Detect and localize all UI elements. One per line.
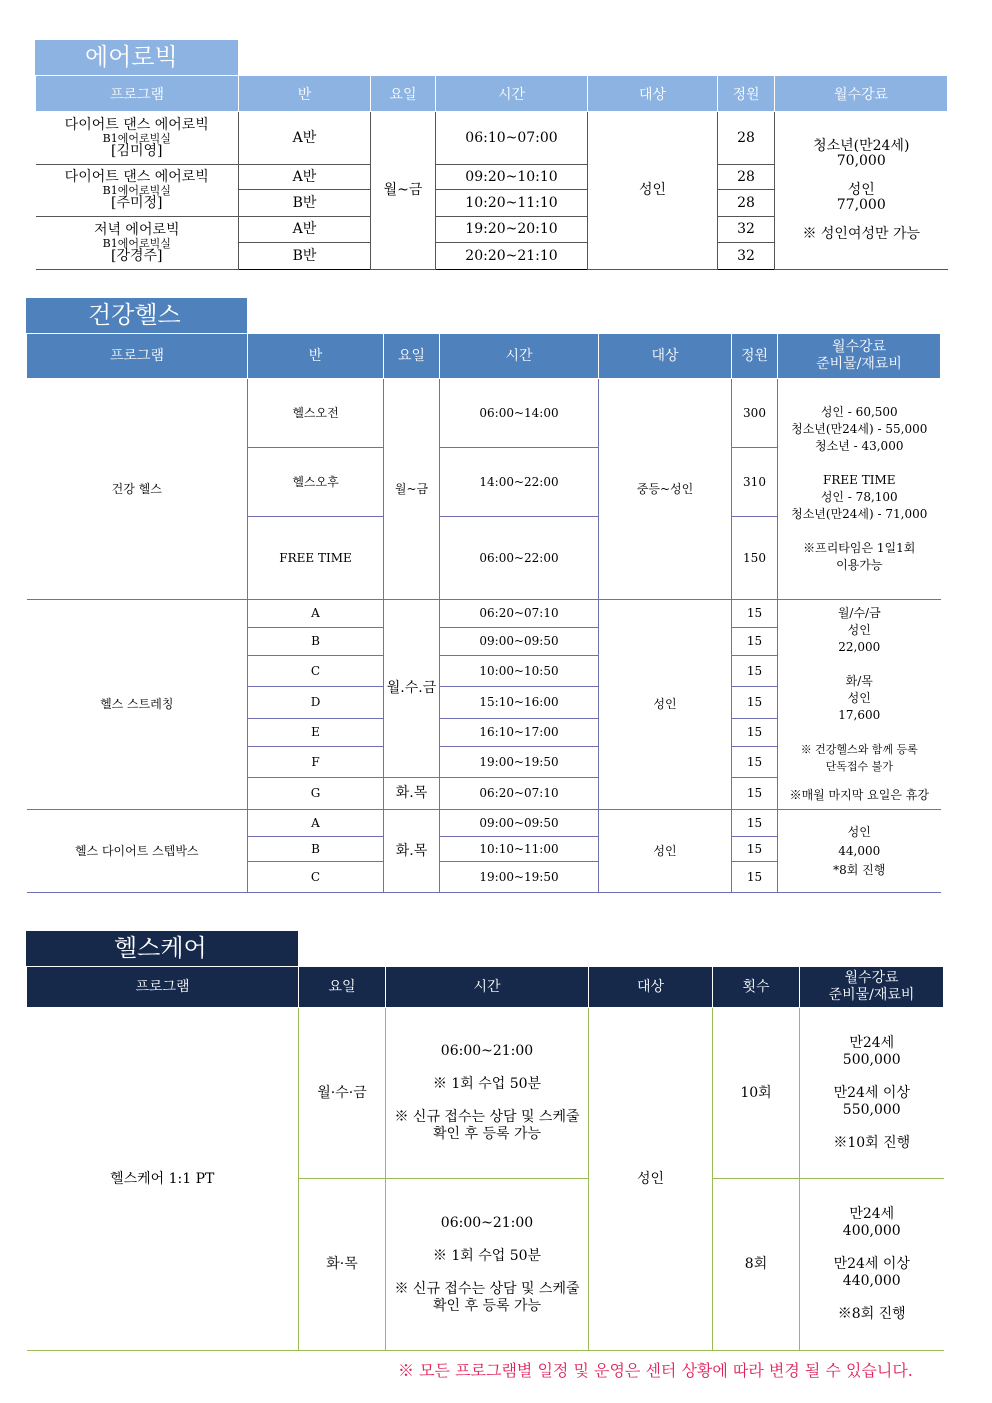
days-cell: 월·수·금	[299, 1008, 386, 1179]
capacity-cell: 15	[732, 628, 778, 656]
fee-cell	[778, 600, 941, 810]
capacity-cell: 32	[718, 217, 775, 243]
fee-label: 만24세 이상	[833, 1084, 910, 1101]
time-cell: 06:10~07:00	[436, 112, 588, 165]
fee-header-line2: 준비물/재료비	[828, 987, 915, 1003]
program-place: B1에어로빅실	[102, 236, 171, 250]
count-cell: 8회	[713, 1179, 800, 1351]
fee-cell	[800, 1008, 944, 1179]
time-cell: 06:00~22:00	[440, 517, 599, 600]
fee-adult-label: 성인	[847, 182, 875, 198]
col-program: 프로그램	[36, 76, 239, 112]
fee-cell	[778, 379, 941, 600]
table-row	[36, 112, 948, 165]
notice-text: ※ 신규 접수는 상담 및 스케줄	[394, 1280, 580, 1297]
time-cell: 16:10~17:00	[440, 719, 599, 747]
fee-line: *8회 진행	[833, 862, 886, 877]
health-section-title: 건강헬스	[26, 298, 247, 333]
fee-cell	[800, 1179, 944, 1351]
col-count: 횟수	[713, 967, 800, 1008]
capacity-cell: 15	[732, 719, 778, 747]
program-cell: 건강 헬스	[27, 379, 248, 600]
capacity-cell: 15	[732, 778, 778, 810]
program-cell	[36, 165, 239, 217]
fee-value: 550,000	[842, 1101, 901, 1118]
time-cell: 10:00~10:50	[440, 656, 599, 687]
class-cell: F	[248, 747, 384, 778]
spacer	[778, 724, 941, 741]
days-cell: 화.목	[384, 810, 440, 893]
capacity-cell: 28	[718, 190, 775, 217]
table-header-row	[27, 967, 944, 1008]
col-class: 반	[248, 334, 384, 379]
time-cell	[386, 1008, 589, 1179]
notice-text: 확인 후 등록 가능	[432, 1297, 542, 1314]
table-row	[27, 810, 941, 837]
col-target: 대상	[599, 334, 732, 379]
time-cell: 09:00~09:50	[440, 628, 599, 656]
fee-line: 성인	[847, 691, 871, 705]
program-cell	[36, 217, 239, 270]
time-cell: 15:10~16:00	[440, 687, 599, 719]
time-cell: 06:20~07:10	[440, 778, 599, 810]
fee-line: 청소년 - 43,000	[815, 439, 904, 453]
fee-value: 500,000	[842, 1051, 901, 1068]
fee-line: 22,000	[838, 640, 881, 654]
time-cell: 10:10~11:00	[440, 837, 599, 862]
time-cell: 09:00~09:50	[440, 810, 599, 837]
spacer	[778, 775, 941, 787]
program-name: 다이어트 댄스 에어로빅	[64, 116, 209, 133]
fee-line: 44,000	[838, 843, 881, 858]
fee-note: ※8회 진행	[837, 1306, 906, 1322]
capacity-cell: 15	[732, 747, 778, 778]
fee-youth-label: 청소년(만24세)	[813, 138, 910, 154]
lesson-text: ※ 1회 수업 50분	[432, 1076, 542, 1092]
days-cell: 월~금	[384, 379, 440, 600]
fee-header-line2: 준비물/재료비	[816, 356, 902, 372]
time-cell: 06:20~07:10	[440, 600, 599, 628]
time-cell: 09:20~10:10	[436, 165, 588, 190]
fee-line: 성인 - 60,500	[820, 405, 898, 419]
col-fee	[778, 334, 941, 379]
col-program: 프로그램	[27, 967, 299, 1008]
time-cell: 14:00~22:00	[440, 448, 599, 517]
fee-label: 만24세 이상	[833, 1256, 910, 1272]
program-teacher: [강경주]	[111, 247, 163, 264]
program-cell: 헬스 스트레칭	[27, 600, 248, 810]
fee-line: 이용가능	[836, 558, 883, 572]
table-header-row	[36, 76, 948, 112]
fee-line: 성인	[847, 623, 871, 637]
fee-line: 청소년(만24세) - 71,000	[791, 507, 928, 521]
capacity-cell: 15	[732, 837, 778, 862]
col-class: 반	[239, 76, 371, 112]
fee-note: ※매월 마지막 요일은 휴강	[789, 788, 929, 802]
col-days: 요일	[299, 967, 386, 1008]
program-cell: 헬스케어 1:1 PT	[27, 1008, 299, 1351]
capacity-cell: 15	[732, 656, 778, 687]
class-cell: D	[248, 687, 384, 719]
table-header-row	[27, 334, 941, 379]
col-target: 대상	[588, 76, 718, 112]
program-cell: 헬스 다이어트 스텝박스	[27, 810, 248, 893]
program-name: 다이어트 댄스 에어로빅	[64, 169, 209, 185]
program-place: B1에어로빅실	[102, 131, 171, 145]
class-cell: E	[248, 719, 384, 747]
time-text: 06:00~21:00	[440, 1043, 534, 1059]
class-cell: G	[248, 778, 384, 810]
fee-line: 성인 - 78,100	[820, 490, 898, 504]
fee-header-line1: 월수강료	[831, 339, 887, 355]
fee-label: 만24세	[849, 1034, 895, 1051]
fee-cell	[778, 810, 941, 893]
class-cell: 헬스오전	[248, 379, 384, 448]
program-teacher: [주미정]	[111, 195, 163, 211]
aerobic-table	[35, 75, 948, 270]
days-cell: 화·목	[299, 1179, 386, 1351]
capacity-cell: 310	[732, 448, 778, 517]
fee-line: 성인	[847, 824, 871, 839]
notice-text: 확인 후 등록 가능	[432, 1126, 542, 1142]
aerobic-section-title: 에어로빅	[35, 40, 238, 75]
program-name: 저녁 에어로빅	[93, 221, 180, 238]
col-days: 요일	[384, 334, 440, 379]
capacity-cell: 150	[732, 517, 778, 600]
class-cell: B반	[239, 190, 371, 217]
class-cell: B	[248, 628, 384, 656]
fee-line: 청소년(만24세) - 55,000	[791, 422, 928, 436]
time-text: 06:00~21:00	[440, 1214, 534, 1231]
fee-line: 화/목	[845, 674, 873, 688]
fee-line: 월/수/금	[837, 606, 881, 620]
capacity-cell: 32	[718, 243, 775, 270]
table-row	[27, 1008, 944, 1179]
time-cell: 19:20~20:10	[436, 217, 588, 243]
table-row	[27, 600, 941, 628]
col-target: 대상	[589, 967, 713, 1008]
time-cell: 19:00~19:50	[440, 862, 599, 893]
lesson-text: ※ 1회 수업 50분	[432, 1247, 542, 1264]
target-cell: 성인	[599, 600, 732, 810]
health-table	[26, 333, 941, 893]
class-cell: FREE TIME	[248, 517, 384, 600]
fee-note: ※10회 진행	[833, 1134, 911, 1151]
target-cell: 성인	[588, 112, 718, 270]
capacity-cell: 28	[718, 112, 775, 165]
capacity-cell: 15	[732, 862, 778, 893]
class-cell: A반	[239, 165, 371, 190]
table-row	[27, 379, 941, 448]
fee-line: 단독접수 불가	[825, 760, 893, 773]
class-cell: B	[248, 837, 384, 862]
class-cell: C	[248, 656, 384, 687]
time-cell	[386, 1179, 589, 1351]
target-cell: 성인	[589, 1008, 713, 1351]
fee-line: 17,600	[838, 708, 881, 722]
capacity-cell: 300	[732, 379, 778, 448]
fee-line: FREE TIME	[823, 473, 896, 487]
time-cell: 10:20~11:10	[436, 190, 588, 217]
fee-line: ※프리타임은 1일1회	[803, 541, 916, 555]
fee-value: 400,000	[842, 1223, 901, 1239]
col-time: 시간	[440, 334, 599, 379]
class-cell: 헬스오후	[248, 448, 384, 517]
fee-cell	[775, 112, 948, 270]
notice-text: ※ 신규 접수는 상담 및 스케줄	[394, 1109, 580, 1125]
time-cell: 20:20~21:10	[436, 243, 588, 270]
program-cell	[36, 112, 239, 165]
class-cell: A반	[239, 112, 371, 165]
fee-label: 만24세	[849, 1206, 895, 1222]
days-cell: 월~금	[371, 112, 436, 270]
time-cell: 19:00~19:50	[440, 747, 599, 778]
program-teacher: [김미영]	[111, 142, 163, 159]
col-capacity: 정원	[718, 76, 775, 112]
fee-value: 440,000	[842, 1273, 901, 1289]
count-cell: 10회	[713, 1008, 800, 1179]
fee-adult: 77,000	[836, 197, 886, 213]
spacer	[778, 523, 941, 540]
footer-notice: ※ 모든 프로그램별 일정 및 운영은 센터 상황에 따라 변경 될 수 있습니다.	[398, 1361, 913, 1380]
col-time: 시간	[386, 967, 589, 1008]
capacity-cell: 15	[732, 600, 778, 628]
col-program: 프로그램	[27, 334, 248, 379]
days-cell: 화.목	[384, 778, 440, 810]
class-cell: B반	[239, 243, 371, 270]
fee-note: ※ 성인여성만 가능	[802, 226, 921, 242]
col-time: 시간	[436, 76, 588, 112]
col-fee: 월수강료	[775, 76, 948, 112]
program-place: B1에어로빅실	[102, 184, 171, 197]
class-cell: A	[248, 810, 384, 837]
col-days: 요일	[371, 76, 436, 112]
capacity-cell: 15	[732, 810, 778, 837]
time-cell: 06:00~14:00	[440, 379, 599, 448]
target-cell: 중등~성인	[599, 379, 732, 600]
col-fee	[800, 967, 944, 1008]
spacer	[778, 656, 941, 673]
col-capacity: 정원	[732, 334, 778, 379]
class-cell: A	[248, 600, 384, 628]
spacer	[778, 455, 941, 472]
class-cell: A반	[239, 217, 371, 243]
care-section-title: 헬스케어	[26, 931, 298, 966]
class-cell: C	[248, 862, 384, 893]
target-cell: 성인	[599, 810, 732, 893]
capacity-cell: 15	[732, 687, 778, 719]
days-cell: 월.수.금	[384, 600, 440, 778]
capacity-cell: 28	[718, 165, 775, 190]
care-table	[26, 966, 944, 1351]
fee-line: ※ 건강헬스와 함께 등록	[800, 743, 918, 756]
fee-header-line1: 월수강료	[844, 970, 899, 986]
fee-youth: 70,000	[836, 153, 886, 169]
